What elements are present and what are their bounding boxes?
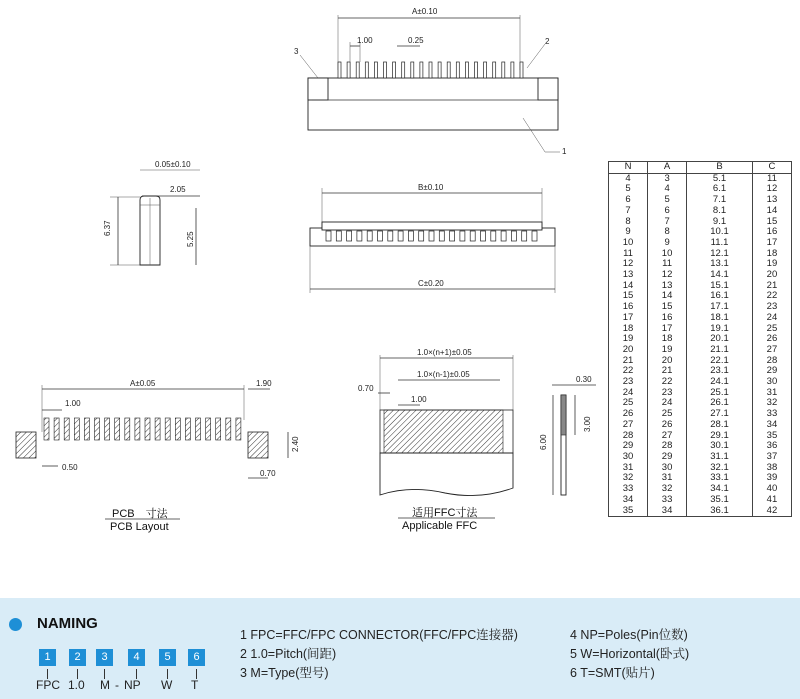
code-horizontal: W [161,678,173,692]
top-pin [420,62,423,78]
table-cell: 17 [609,313,648,324]
table-cell: 40 [752,484,791,495]
front-pin [439,231,444,241]
table-cell: 26.1 [687,398,753,409]
table-row [609,281,792,292]
pcb-dim-050: 0.50 [62,463,78,472]
top-pin [502,62,505,78]
front-view [310,183,555,293]
table-cell: 10 [648,249,687,260]
pcb-caption-en: PCB Layout [110,521,169,533]
table-row [609,388,792,399]
table-cell: 24.1 [687,377,753,388]
top-pin [356,62,359,78]
table-cell: 7.1 [687,195,753,206]
table-cell: 30 [609,452,648,463]
table-row [609,463,792,474]
table-cell: 13 [648,281,687,292]
table-cell: 32 [648,484,687,495]
table-cell: 15 [648,302,687,313]
front-dim-c: C±0.20 [418,279,444,288]
table-cell: 34.1 [687,484,753,495]
table-cell: 29 [752,366,791,377]
table-cell: 34 [752,420,791,431]
top-pin [438,62,441,78]
table-cell: 28 [648,441,687,452]
table-cell: 31 [752,388,791,399]
table-row [609,227,792,238]
table-row [609,377,792,388]
table-row [609,441,792,452]
front-pin [522,231,527,241]
table-cell: 20 [609,345,648,356]
table-row [609,249,792,260]
table-cell: 36 [752,441,791,452]
naming-box-3: 3 [96,649,113,666]
table-cell: 29.1 [687,431,753,442]
table-cell: 32 [752,398,791,409]
table-cell: 17 [648,324,687,335]
table-cell: 12 [609,259,648,270]
pcb-pad [216,418,221,440]
code-type: M [100,678,110,692]
top-pin [465,62,468,78]
pcb-layout [16,379,300,533]
naming-section [0,598,800,699]
front-pin [408,231,413,241]
table-row [609,334,792,345]
naming-box-6: 6 [188,649,205,666]
table-cell: 20 [752,270,791,281]
pcb-pad [165,418,170,440]
table-cell: 28 [752,356,791,367]
table-cell: 11 [648,259,687,270]
table-cell: 19 [609,334,648,345]
table-cell: 14.1 [687,270,753,281]
code-fpc: FPC [36,678,60,692]
front-pin [450,231,455,241]
ffc-caption-cn: 适用FFC寸法 [412,507,478,519]
table-cell: 35 [752,431,791,442]
table-cell: 21 [609,356,648,367]
table-cell: 6 [648,206,687,217]
table-cell: 5 [648,195,687,206]
ffc-drawing [358,348,513,532]
table-cell: 6 [609,195,648,206]
top-pins [338,62,523,78]
table-cell: 27 [609,420,648,431]
table-cell: 31 [609,463,648,474]
table-row [609,259,792,270]
table-cell: 26 [648,420,687,431]
table-cell: 16 [609,302,648,313]
table-cell: 34 [609,495,648,506]
top-pin [374,62,377,78]
front-pin [367,231,372,241]
callout-2: 2 [545,37,550,46]
table-cell: 33 [648,495,687,506]
dimension-table [608,161,792,517]
ffc-side-dim-600: 6.00 [539,434,548,450]
table-cell: 38 [752,463,791,474]
front-pin [388,231,393,241]
table-cell: 12 [752,184,791,195]
naming-bullet-icon [9,618,22,631]
table-cell: 18 [648,334,687,345]
table-row [609,356,792,367]
front-dim-b: B±0.10 [418,183,444,192]
top-pin [484,62,487,78]
table-cell: 33 [752,409,791,420]
pcb-pad [125,418,130,440]
side-dim-top: 0.05±0.10 [155,160,191,169]
table-header-a: A [648,162,687,174]
top-pin [347,62,350,78]
table-cell: 8 [609,217,648,228]
pcb-pad [64,418,69,440]
naming-box-1: 1 [39,649,56,666]
front-pin [347,231,352,241]
front-pin [501,231,506,241]
top-dim-a: A±0.10 [412,7,438,16]
pcb-pad [155,418,160,440]
table-row [609,473,792,484]
top-pin [475,62,478,78]
table-row [609,345,792,356]
table-cell: 41 [752,495,791,506]
front-pin [460,231,465,241]
pcb-dim-100: 1.00 [65,399,81,408]
naming-box-4: 4 [128,649,145,666]
table-cell: 17.1 [687,302,753,313]
pcb-dim-070: 0.70 [260,469,276,478]
pcb-caption-cn: PCB 寸法 [112,508,168,520]
pcb-pad [115,418,120,440]
table-cell: 15 [752,217,791,228]
naming-title: NAMING [37,615,98,632]
table-cell: 21 [648,366,687,377]
table-cell: 17 [752,238,791,249]
ffc-dim-100: 1.00 [411,395,427,404]
table-cell: 32 [609,473,648,484]
table-row [609,302,792,313]
table-cell: 11 [609,249,648,260]
table-cell: 12 [648,270,687,281]
table-cell: 5.1 [687,173,753,184]
code-pitch: 1.0 [68,678,85,692]
pcb-pad [105,418,110,440]
table-cell: 9 [648,238,687,249]
naming-box-2: 2 [69,649,86,666]
pcb-pad [135,418,140,440]
table-cell: 32.1 [687,463,753,474]
table-cell: 30 [752,377,791,388]
front-pin [326,231,331,241]
ffc-dim-n-1: 1.0×(n-1)±0.05 [417,370,470,379]
table-cell: 4 [648,184,687,195]
table-row [609,206,792,217]
table-cell: 24 [609,388,648,399]
code-poles: NP [124,678,141,692]
table-cell: 24 [752,313,791,324]
ffc-dim-070: 0.70 [358,384,374,393]
pcb-pad [44,418,49,440]
table-row [609,173,792,184]
table-cell: 19 [752,259,791,270]
ffc-side-dim-030: 0.30 [576,375,592,384]
top-pin [447,62,450,78]
pcb-pad [54,418,59,440]
table-cell: 23 [609,377,648,388]
table-cell: 16.1 [687,291,753,302]
table-cell: 3 [648,173,687,184]
table-cell: 35 [609,506,648,517]
pcb-pad [185,418,190,440]
table-cell: 33 [609,484,648,495]
top-view [294,7,567,156]
table-cell: 42 [752,506,791,517]
table-row [609,217,792,228]
table-cell: 13 [609,270,648,281]
front-pin [491,231,496,241]
table-cell: 23.1 [687,366,753,377]
table-header-row [609,162,792,174]
table-cell: 20 [648,356,687,367]
front-pin [470,231,475,241]
table-cell: 13.1 [687,259,753,270]
table-cell: 18.1 [687,313,753,324]
table-cell: 4 [609,173,648,184]
table-cell: 21.1 [687,345,753,356]
table-cell: 31 [648,473,687,484]
table-cell: 7 [648,217,687,228]
table-cell: 22.1 [687,356,753,367]
pcb-pad [206,418,211,440]
top-pin [411,62,414,78]
top-pin [429,62,432,78]
front-pin [429,231,434,241]
table-cell: 28 [609,431,648,442]
table-cell: 29 [609,441,648,452]
table-cell: 12.1 [687,249,753,260]
table-cell: 15 [609,291,648,302]
pcb-pads [44,418,241,440]
pcb-pad [175,418,180,440]
table-row [609,184,792,195]
table-cell: 5 [609,184,648,195]
top-pin [402,62,405,78]
front-pin [357,231,362,241]
table-cell: 19 [648,345,687,356]
table-cell: 9 [609,227,648,238]
table-row [609,238,792,249]
front-pin [481,231,486,241]
table-row [609,431,792,442]
table-cell: 29 [648,452,687,463]
table-cell: 10 [609,238,648,249]
side-view [103,160,200,265]
table-cell: 7 [609,206,648,217]
code-dash: - [115,678,119,692]
ffc-side [539,375,596,495]
top-pin [520,62,523,78]
table-cell: 8.1 [687,206,753,217]
table-row [609,495,792,506]
table-body [609,173,792,517]
front-pin [398,231,403,241]
table-cell: 18 [752,249,791,260]
top-pin [365,62,368,78]
naming-desc-3: 3 M=Type(型号) [240,666,329,680]
table-cell: 10.1 [687,227,753,238]
front-pins [326,231,537,241]
table-cell: 26 [609,409,648,420]
table-cell: 14 [752,206,791,217]
top-pitch-1: 1.00 [357,36,373,45]
table-cell: 16 [648,313,687,324]
table-row [609,398,792,409]
table-row [609,506,792,517]
table-cell: 24 [648,398,687,409]
table-row [609,324,792,335]
top-pin [511,62,514,78]
table-cell: 30.1 [687,441,753,452]
table-row [609,409,792,420]
top-pin [384,62,387,78]
table-cell: 22 [609,366,648,377]
table-cell: 36.1 [687,506,753,517]
table-row [609,420,792,431]
pcb-pad [226,418,231,440]
table-cell: 27 [752,345,791,356]
pcb-pad [145,418,150,440]
pcb-pad [236,418,241,440]
ffc-dim-n1: 1.0×(n+1)±0.05 [417,348,472,357]
side-dim-637: 6.37 [103,220,112,236]
table-row [609,452,792,463]
pcb-dim-190: 1.90 [256,379,272,388]
table-cell: 31.1 [687,452,753,463]
table-cell: 34 [648,506,687,517]
ffc-caption-en: Applicable FFC [402,520,478,532]
table-cell: 13 [752,195,791,206]
naming-desc-6: 6 T=SMT(贴片) [570,666,655,680]
table-cell: 27.1 [687,409,753,420]
front-pin [378,231,383,241]
pcb-pad [74,418,79,440]
front-pin [511,231,516,241]
table-cell: 20.1 [687,334,753,345]
table-cell: 6.1 [687,184,753,195]
naming-desc-2: 2 1.0=Pitch(间距) [240,647,337,661]
naming-desc-5: 5 W=Horizontal(卧式) [570,647,690,661]
side-dim-525: 5.25 [186,231,195,247]
table-cell: 15.1 [687,281,753,292]
pcb-pad [196,418,201,440]
table-cell: 23 [648,388,687,399]
table-cell: 39 [752,473,791,484]
table-cell: 30 [648,463,687,474]
table-header-b: B [687,162,753,174]
table-row [609,366,792,377]
table-cell: 37 [752,452,791,463]
table-row [609,313,792,324]
table-cell: 22 [752,291,791,302]
table-cell: 11.1 [687,238,753,249]
naming-desc-1: 1 FPC=FFC/FPC CONNECTOR(FFC/FPC连接器) [240,628,518,642]
table-cell: 35.1 [687,495,753,506]
table-row [609,484,792,495]
table-cell: 16 [752,227,791,238]
table-cell: 14 [648,291,687,302]
table-cell: 26 [752,334,791,345]
table-cell: 28.1 [687,420,753,431]
pcb-pad [95,418,100,440]
top-pin [456,62,459,78]
table-cell: 25 [648,409,687,420]
naming-box-5: 5 [159,649,176,666]
front-pin [336,231,341,241]
ffc-side-dim-300: 3.00 [583,416,592,432]
table-cell: 9.1 [687,217,753,228]
table-row [609,195,792,206]
table-cell: 21 [752,281,791,292]
table-cell: 25 [609,398,648,409]
top-pin [493,62,496,78]
pcb-dim-a: A±0.05 [130,379,156,388]
top-pitch-2: 0.25 [408,36,424,45]
table-cell: 22 [648,377,687,388]
callout-3: 3 [294,47,299,56]
table-cell: 25.1 [687,388,753,399]
table-cell: 8 [648,227,687,238]
table-cell: 11 [752,173,791,184]
table-header-c: C [752,162,791,174]
side-dim-205: 2.05 [170,185,186,194]
table-row [609,291,792,302]
table-cell: 19.1 [687,324,753,335]
table-cell: 27 [648,431,687,442]
table-header-n: N [609,162,648,174]
naming-desc-4: 4 NP=Poles(Pin位数) [570,628,688,642]
pcb-dim-240: 2.40 [291,436,300,452]
table-row [609,270,792,281]
pcb-pad [84,418,89,440]
code-smt: T [191,678,199,692]
table-cell: 14 [609,281,648,292]
top-pin [393,62,396,78]
front-pin [419,231,424,241]
callout-1: 1 [562,147,567,156]
front-pin [532,231,537,241]
table-cell: 25 [752,324,791,335]
top-pin [338,62,341,78]
table-cell: 33.1 [687,473,753,484]
table-cell: 23 [752,302,791,313]
table-cell: 18 [609,324,648,335]
